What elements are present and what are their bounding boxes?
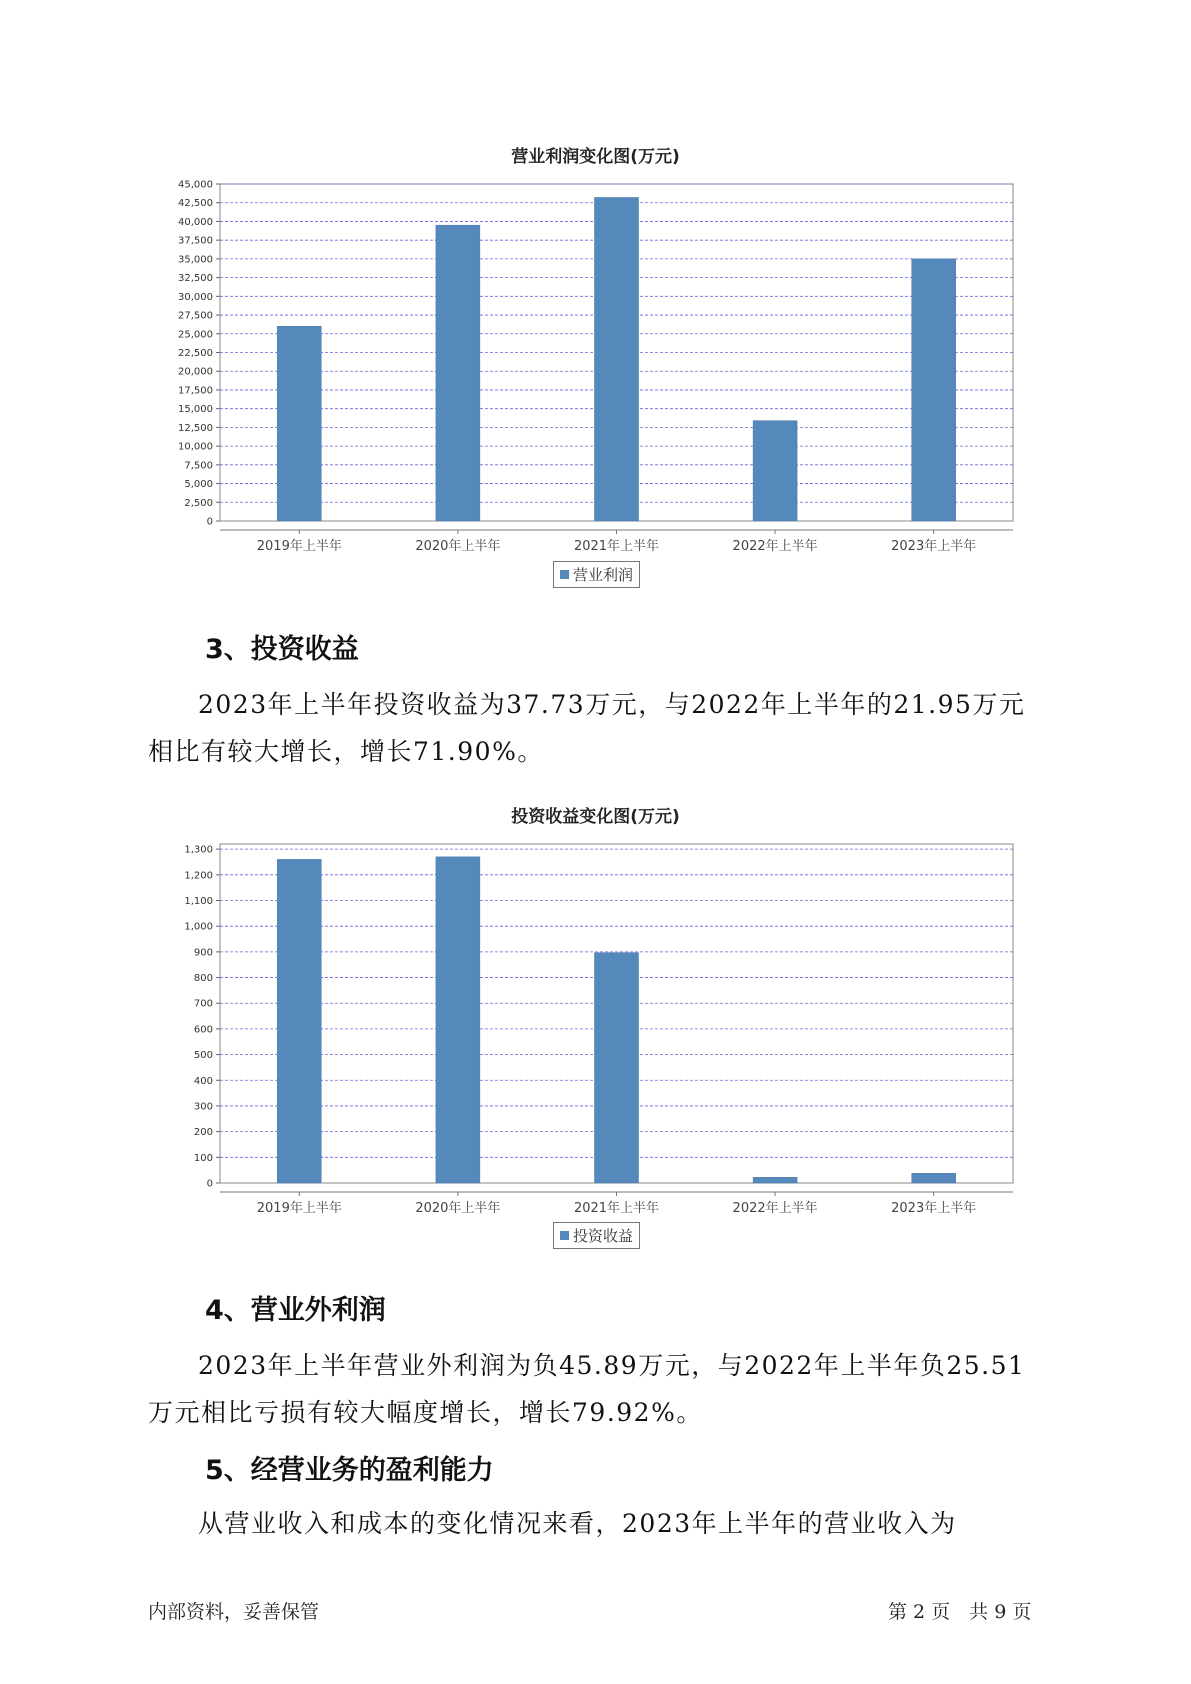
y-tick-label: 7,500 [184, 460, 213, 472]
y-tick-label: 1,000 [184, 921, 213, 933]
y-tick-label: 10,000 [178, 441, 213, 453]
chart2-legend-label: 投资收益 [573, 1227, 634, 1245]
y-tick-label: 30,000 [178, 291, 213, 303]
section4-paragraph: 2023年上半年营业外利润为负45.89万元，与2022年上半年负25.51万元相比亏损有较大幅度增长，增长79.92%。 [148, 1351, 1026, 1427]
y-tick-label: 500 [193, 1050, 213, 1062]
x-tick-label: 2021年上半年 [573, 1201, 660, 1216]
y-tick-label: 200 [193, 1127, 213, 1139]
x-tick-label: 2023年上半年 [891, 1201, 977, 1216]
y-tick-label: 45,000 [178, 179, 213, 191]
y-tick-label: 1,200 [184, 870, 213, 882]
section5-paragraph: 从营业收入和成本的变化情况来看，2023年上半年的营业收入为 [198, 1509, 957, 1538]
x-tick-label: 2023年上半年 [891, 539, 977, 554]
x-tick-label: 2020年上半年 [415, 539, 501, 554]
bar [753, 1177, 797, 1183]
bar [436, 857, 480, 1183]
y-tick-label: 1,300 [184, 844, 213, 856]
y-tick-label: 20,000 [178, 366, 213, 378]
y-tick-label: 300 [193, 1101, 213, 1113]
x-tick-label: 2019年上半年 [256, 1201, 342, 1216]
footer-confidential: 内部资料，妥善保管 [148, 1601, 320, 1623]
y-tick-label: 42,500 [178, 198, 213, 210]
y-tick-label: 12,500 [178, 422, 213, 434]
footer-page-number: 第 2 页 共 9 页 [888, 1601, 1032, 1623]
section5-heading: 5、经营业务的盈利能力 [205, 1455, 494, 1486]
x-tick-label: 2020年上半年 [415, 1201, 501, 1216]
section3-heading: 3、投资收益 [205, 634, 359, 665]
section4-heading: 4、营业外利润 [205, 1295, 386, 1326]
y-tick-label: 100 [193, 1152, 213, 1164]
y-tick-label: 37,500 [178, 235, 213, 247]
chart2-legend [553, 1222, 640, 1249]
y-tick-label: 32,500 [178, 273, 213, 285]
y-tick-label: 800 [193, 973, 213, 985]
y-tick-label: 35,000 [178, 254, 213, 266]
y-tick-label: 17,500 [178, 385, 213, 397]
y-tick-label: 700 [193, 998, 213, 1010]
bar [277, 859, 321, 1183]
y-tick-label: 5,000 [184, 479, 213, 491]
chart2-title: 投资收益变化图(万元) [511, 807, 680, 827]
y-tick-label: 15,000 [178, 404, 213, 416]
y-tick-label: 40,000 [178, 216, 213, 228]
y-tick-label: 25,000 [178, 329, 213, 341]
x-tick-label: 2022年上半年 [732, 1201, 818, 1216]
y-tick-label: 0 [206, 516, 213, 528]
y-tick-label: 22,500 [178, 348, 213, 359]
chart1-legend-label: 营业利润 [573, 566, 634, 584]
legend-swatch [560, 1231, 569, 1240]
x-tick-label: 2022年上半年 [732, 539, 818, 554]
section3-paragraph: 2023年上半年投资收益为37.73万元，与2022年上半年的21.95万元相比有较大增长，增长71.90%。 [148, 690, 1026, 766]
y-tick-label: 27,500 [178, 310, 213, 322]
x-tick-label: 2021年上半年 [573, 539, 660, 554]
y-tick-label: 2,500 [184, 497, 213, 509]
y-tick-label: 600 [193, 1024, 213, 1036]
y-tick-label: 400 [193, 1075, 213, 1087]
y-tick-label: 0 [206, 1178, 213, 1190]
x-tick-label: 2019年上半年 [256, 539, 342, 554]
y-tick-label: 900 [193, 947, 213, 959]
chart1-title: 营业利润变化图(万元) [511, 147, 680, 167]
y-tick-label: 1,100 [184, 896, 213, 907]
bar [912, 1173, 956, 1183]
bar [595, 953, 639, 1183]
